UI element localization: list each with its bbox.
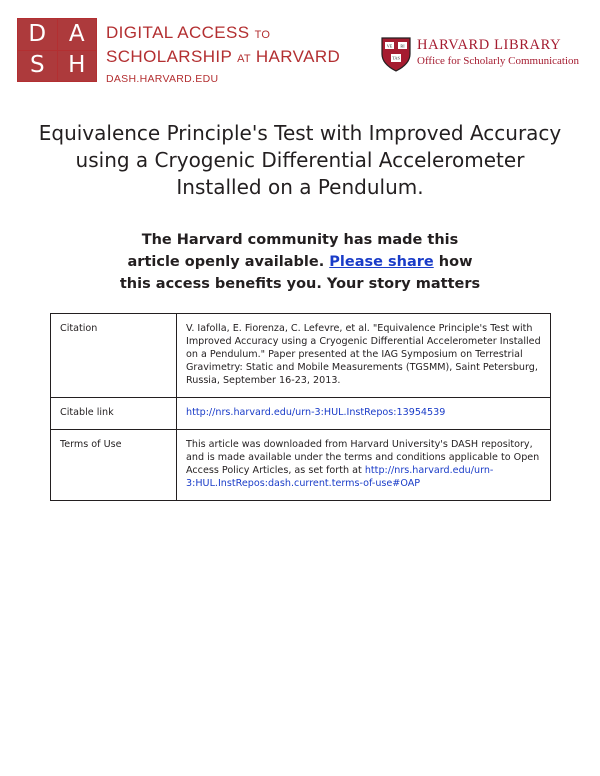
dash-logo-letter: H xyxy=(58,51,97,82)
shield-letters: TAS xyxy=(392,55,400,61)
shield-letters: RI xyxy=(400,43,405,49)
dash-wordmark-line2: SCHOLARSHIP AT HARVARD xyxy=(106,47,341,66)
citable-link-row xyxy=(51,398,551,430)
terms-row xyxy=(51,430,551,501)
library-subtitle: Office for Scholarly Communication xyxy=(417,55,580,67)
dash-url-link[interactable]: DASH.HARVARD.EDU xyxy=(106,73,219,85)
citation-row xyxy=(51,314,551,398)
citable-link-cell xyxy=(177,398,551,430)
notice-line2: article openly available. Please share how xyxy=(127,254,473,270)
citation-label: Citation xyxy=(51,314,177,398)
document-title: Equivalence Principle's Test with Improved Accuracy using a Cryogenic Differential Accelerometer Installed on a Pendulum. xyxy=(38,121,562,199)
dash-logo-letter: D xyxy=(18,19,57,50)
harvard-library-wordmark xyxy=(417,37,579,68)
harvard-shield-icon xyxy=(380,36,412,72)
dash-logo[interactable] xyxy=(17,18,97,82)
shield-letters: VE xyxy=(386,43,393,49)
header xyxy=(0,0,600,110)
terms-cell xyxy=(177,430,551,501)
citable-link-label: Citable link xyxy=(51,398,177,430)
dash-wordmark xyxy=(106,22,340,85)
please-share-link[interactable]: Please share xyxy=(329,254,434,270)
notice-line3: this access benefits you. Your story matters xyxy=(119,276,481,292)
dash-logo-letter: S xyxy=(18,51,57,82)
citation-text: V. Iafolla, E. Fiorenza, C. Lefevre, et al. "Equivalence Principle's Test with Improved Accuracy using a Cryogenic Differential Accelerometer Installed on a Pendulum." Paper presented at the IAG Symposium on Terrestrial Gravimetry: Static and Mobile Measurements (TGSMM), Saint Petersburg, Russia, September 16-23, 2013. xyxy=(177,314,551,398)
citable-link[interactable]: http://nrs.harvard.edu/urn-3:HUL.InstRepos:13954539 xyxy=(186,407,446,418)
share-notice xyxy=(100,229,500,295)
library-title: HARVARD LIBRARY xyxy=(417,37,562,53)
dash-wordmark-line1: DIGITAL ACCESS TO xyxy=(106,23,271,42)
terms-text: This article was downloaded from Harvard University's DASH repository, and is made available under the terms and conditions applicable to Open Access Policy Articles, as set forth at xyxy=(186,439,540,476)
terms-link[interactable]: http://nrs.harvard.edu/urn-3:HUL.InstRepos:dash.current.terms-of-use#OAP xyxy=(186,465,494,489)
notice-line1: The Harvard community has made this xyxy=(141,232,459,248)
terms-label: Terms of Use xyxy=(51,430,177,501)
metadata-table xyxy=(50,313,551,501)
dash-logo-letter: A xyxy=(58,19,97,50)
